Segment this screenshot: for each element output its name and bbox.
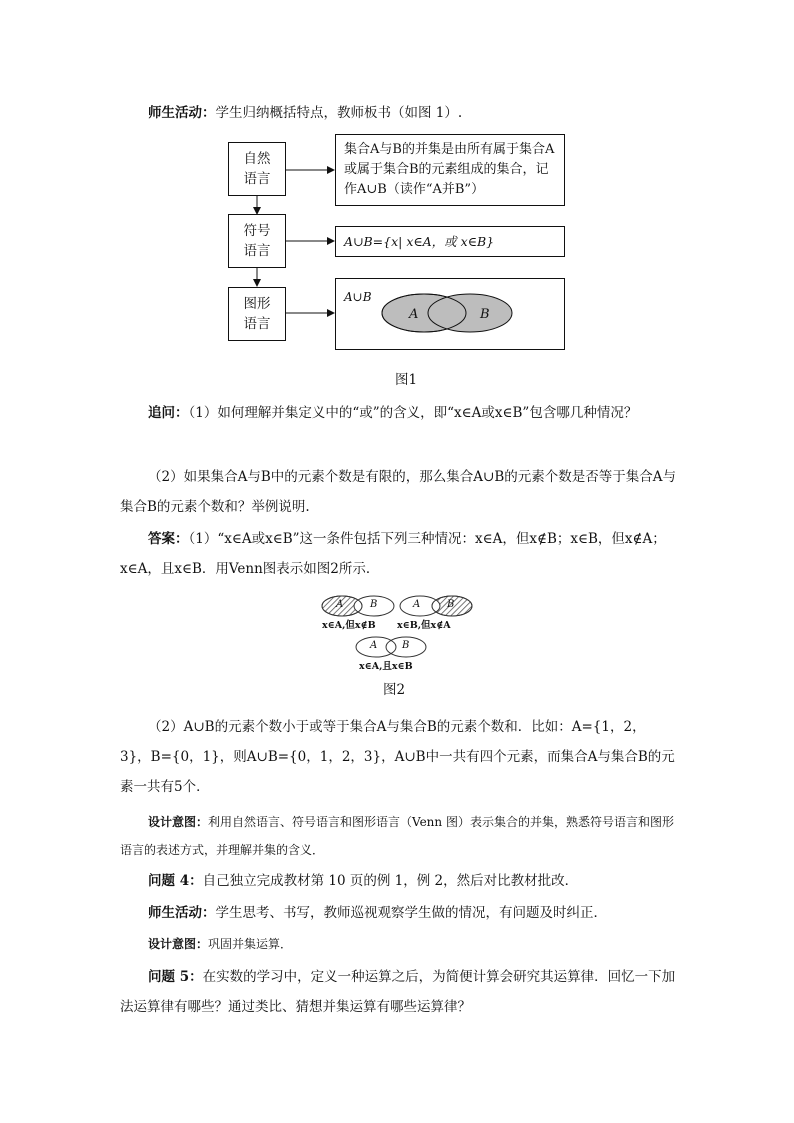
symbol-definition-text: A∪B={x| x∈A，或 x∈B}	[344, 234, 495, 249]
problem-5-label: 问题 5：	[148, 969, 203, 985]
venn-circle-b	[428, 294, 512, 332]
figure-2-caption: 图2	[383, 682, 406, 698]
answer-1	[120, 524, 676, 584]
graphic-language-label-2: 语言	[243, 316, 271, 332]
symbol-language-label-2: 语言	[243, 243, 271, 259]
problem-4	[148, 866, 578, 896]
case1-label-b: B	[370, 599, 378, 610]
problem-4-text: 自己独立完成教材第 10 页的例 1，例 2，然后对比教材批改．	[202, 873, 579, 889]
question-1-text: （1）如何理解并集定义中的“或”的含义，即“x∈A或x∈B”包含哪几种情况？	[188, 405, 638, 421]
question-label: 追问：	[148, 405, 189, 421]
graphic-union-label: A∪B	[344, 290, 372, 304]
answer-1-text: （1）“x∈A或x∈B”这一条件包括下列三种情况：x∈A，但x∉B；x∈B，但x∉A；x∈A，且x∈B．用Venn图表示如图2所示．	[120, 531, 666, 577]
natural-definition-text: 集合A与B的并集是由所有属于集合A或属于集合B的元素组成的集合，记作A∪B（读作“A并B”）	[344, 142, 555, 197]
design-intent-2-label: 设计意图：	[148, 937, 209, 951]
venn-label-a: A	[409, 307, 419, 322]
question-1	[120, 398, 676, 428]
natural-language-box	[228, 142, 286, 196]
question-2: （2）如果集合A与B中的元素个数是有限的，那么集合A∪B的元素个数是否等于集合A与集合B的元素个数和？举例说明.	[120, 469, 676, 515]
case3-caption: x∈A,且x∈B	[359, 661, 413, 672]
problem-4-label: 问题 4：	[148, 873, 203, 889]
case1-label-a: A	[336, 599, 344, 610]
design-intent-2	[148, 930, 292, 958]
case3-label-b: B	[402, 640, 410, 651]
graphic-language-label-1: 图形	[243, 296, 271, 312]
intro-label: 师生活动：	[148, 105, 216, 121]
venn-label-b: B	[480, 307, 490, 322]
graphic-language-box	[228, 287, 286, 341]
natural-language-label-2: 语言	[243, 171, 271, 187]
figure-1-caption: 图1	[395, 372, 418, 388]
case2-caption: x∈B,但x∉A	[397, 620, 451, 631]
symbol-language-label-1: 符号	[243, 223, 271, 239]
natural-definition-box	[335, 134, 565, 206]
design-intent-1	[120, 808, 676, 864]
case1-caption: x∈A,但x∉B	[322, 620, 376, 631]
activity-2	[148, 898, 607, 928]
activity-2-text: 学生思考、书写，教师巡视观察学生做的情况，有问题及时纠正．	[215, 905, 607, 921]
answer-label: 答案：	[148, 531, 189, 547]
problem-5	[120, 962, 676, 1022]
answer-2: （2）A∪B的元素个数小于或等于集合A与集合B的元素个数和．比如：A={1，2，3}，B={0，1}，则A∪B={0，1，2，3}，A∪B中一共有四个元素，而集合A与集合B的元素一共有5个．	[120, 719, 675, 795]
case2-label-b: B	[447, 599, 455, 610]
problem-5-text: 在实数的学习中，定义一种运算之后，为简便计算会研究其运算律．回忆一下加法运算律有哪些？通过类比、猜想并集运算有哪些运算律？	[120, 969, 676, 1015]
design-intent-1-text: 利用自然语言、符号语言和图形语言（Venn 图）表示集合的并集，熟悉符号语言和图形语言的表述方式，并理解并集的含义．	[120, 815, 674, 857]
graphic-definition-box	[335, 278, 565, 350]
venn-union-diagram	[336, 279, 566, 351]
symbol-language-box	[228, 214, 286, 268]
case2-label-a: A	[413, 599, 421, 610]
case3-label-a: A	[370, 640, 378, 651]
natural-language-label-1: 自然	[243, 151, 271, 167]
activity-2-label: 师生活动：	[148, 905, 216, 921]
symbol-definition-box	[335, 226, 565, 257]
design-intent-1-label: 设计意图：	[148, 815, 209, 829]
design-intent-2-text: 巩固并集运算．	[208, 937, 293, 951]
intro-text: 学生归纳概括特点，教师板书（如图 1）.	[215, 105, 463, 121]
